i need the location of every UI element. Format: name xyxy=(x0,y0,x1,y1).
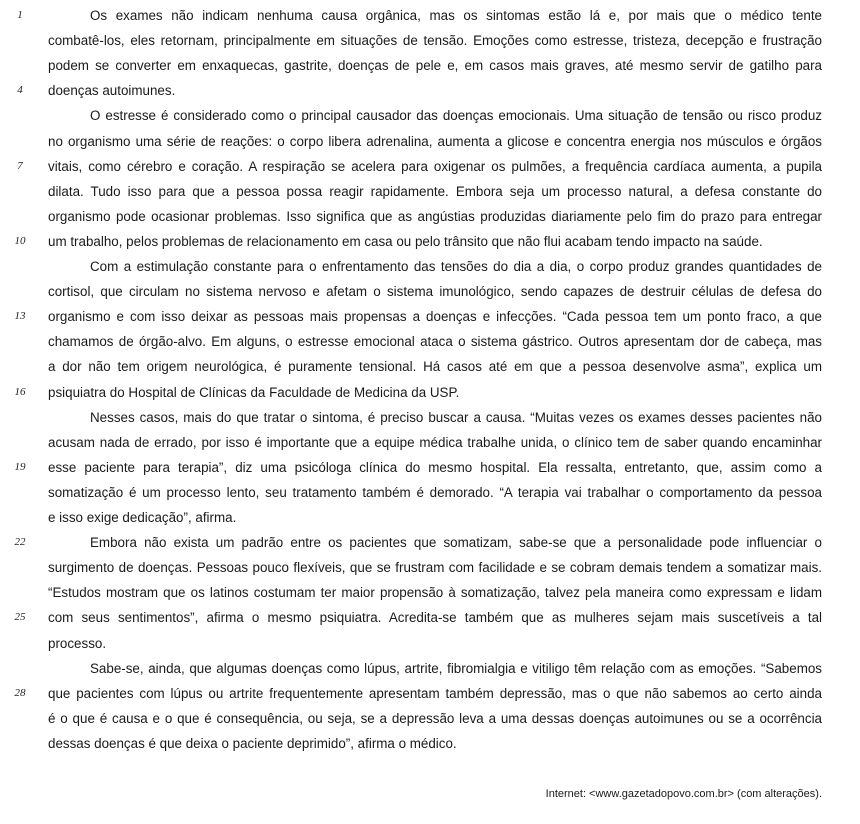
text-line: chamamos de órgão-alvo. Em alguns, o estresse emocional ataca o sistema gástrico. Outros apresentam dor de cabeça, mas xyxy=(48,334,822,350)
text-line: doenças autoimunes. xyxy=(48,83,176,99)
text-line: com seus sentimentos”, afirma o mesmo psiquiatra. Acredita-se também que as mulheres sejam mais suscetíveis a tal xyxy=(48,610,822,626)
text-line: Sabe-se, ainda, que algumas doenças como lúpus, artrite, fibromialgia e vitiligo têm relação com as emoções. “Sabemos xyxy=(90,660,822,676)
text-line: combatê-los, eles retornam, principalmente em situações de tensão. Emoções como estresse, tristeza, decepção e frustração xyxy=(48,33,822,49)
text-line: Nesses casos, mais do que tratar o sintoma, é preciso buscar a causa. “Muitas vezes os exames desses pacientes não xyxy=(90,409,822,425)
text-line: psiquiatra do Hospital de Clínicas da Faculdade de Medicina da USP. xyxy=(48,384,460,400)
text-line: organismo e com isso deixar as pessoas mais propensas a doenças e infecções. “Cada pessoa tem um ponto fraco, a que xyxy=(48,309,822,325)
text-line: cortisol, que circulam no sistema nervoso e afetam o sistema imunológico, sendo capazes de destruir células de defesa do xyxy=(48,284,822,300)
text-line: dilata. Tudo isso para que a pessoa possa reagir rapidamente. Embora seja um processo natural, a defesa constante do xyxy=(48,183,822,199)
line-number: 1 xyxy=(17,9,23,21)
text-line: surgimento de doenças. Pessoas pouco flexíveis, que se frustram com facilidade e se cobram demais tendem a somatizar mais. xyxy=(48,560,822,576)
line-number: 19 xyxy=(14,460,26,473)
text-line: a dor não tem origem neurológica, é puramente tensional. Há casos até em que a pessoa desenvolve asma”, explica um xyxy=(48,359,822,375)
text-line: Embora não exista um padrão entre os pacientes que somatizam, sabe-se que a personalidade pode influenciar o xyxy=(90,535,822,551)
line-number: 28 xyxy=(14,686,26,699)
line-number: 16 xyxy=(14,385,26,398)
text-line: dessas doenças é que deixa o paciente deprimido”, afirma o médico. xyxy=(48,735,457,751)
source-citation: Internet: <www.gazetadopovo.com.br> (com alterações). xyxy=(545,788,822,800)
text-line: Com a estimulação constante para o enfrentamento das tensões do dia a dia, o corpo produz grandes quantidades de xyxy=(90,259,822,274)
line-number: 22 xyxy=(14,536,26,549)
line-number: 25 xyxy=(14,611,26,624)
text-line: esse paciente para terapia”, diz uma psicóloga clínica do mesmo hospital. Ela ressalta, entretanto, que, assim como a xyxy=(48,459,822,475)
text-line: no organismo uma série de reações: o corpo libera adrenalina, aumenta a glicose e concentra energia nos músculos e órgãos xyxy=(48,133,822,149)
text-line: é o que é causa e o que é consequência, ou seja, se a depressão leva a uma dessas doenças autoimunes ou se a ocorrência xyxy=(48,710,822,726)
text-line: acusam nada de errado, por isso é importante que a equipe médica trabalhe unida, o clínico tem de saber quando encaminhar xyxy=(48,434,822,450)
text-line: somatização é um processo lento, seu tratamento também é demorado. “A terapia vai trabalhar o comportamento da pessoa xyxy=(48,484,822,500)
text-line: um trabalho, pelos problemas de relacionamento em casa ou pelo trânsito que não flui acabam tendo impacto na saúde. xyxy=(48,233,763,249)
line-number: 13 xyxy=(14,310,26,323)
line-number: 4 xyxy=(17,84,23,97)
text-line: e isso exige dedicação”, afirma. xyxy=(48,510,237,525)
text-line: organismo pode ocasionar problemas. Isso significa que as angústias produzidas diariamente pelo fim do prazo para entregar xyxy=(48,208,822,224)
text-line: que pacientes com lúpus ou artrite frequentemente apresentam também depressão, mas o que não sabemos ao certo ainda xyxy=(48,685,822,701)
text-line: O estresse é considerado como o principal causador das doenças emocionais. Uma situação de tensão ou risco produz xyxy=(90,108,822,124)
text-line: “Estudos mostram que os latinos costumam ter maior propensão à somatização, talvez pela maneira como expressam e lidam xyxy=(48,585,822,601)
text-line: podem se converter em enxaquecas, gastrite, doenças de pele e, em casos mais graves, até mesmo servir de gatilho para xyxy=(48,58,822,74)
text-line: processo. xyxy=(48,635,107,651)
text-line: vitais, como cérebro e coração. A respiração se acelera para oxigenar os pulmões, a frequência cardíaca aumenta, a pupila xyxy=(48,158,822,174)
line-number: 7 xyxy=(17,159,23,172)
text-line: Os exames não indicam nenhuma causa orgânica, mas os sintomas estão lá e, por mais que o médico tente xyxy=(90,8,822,23)
line-number: 10 xyxy=(14,234,26,247)
